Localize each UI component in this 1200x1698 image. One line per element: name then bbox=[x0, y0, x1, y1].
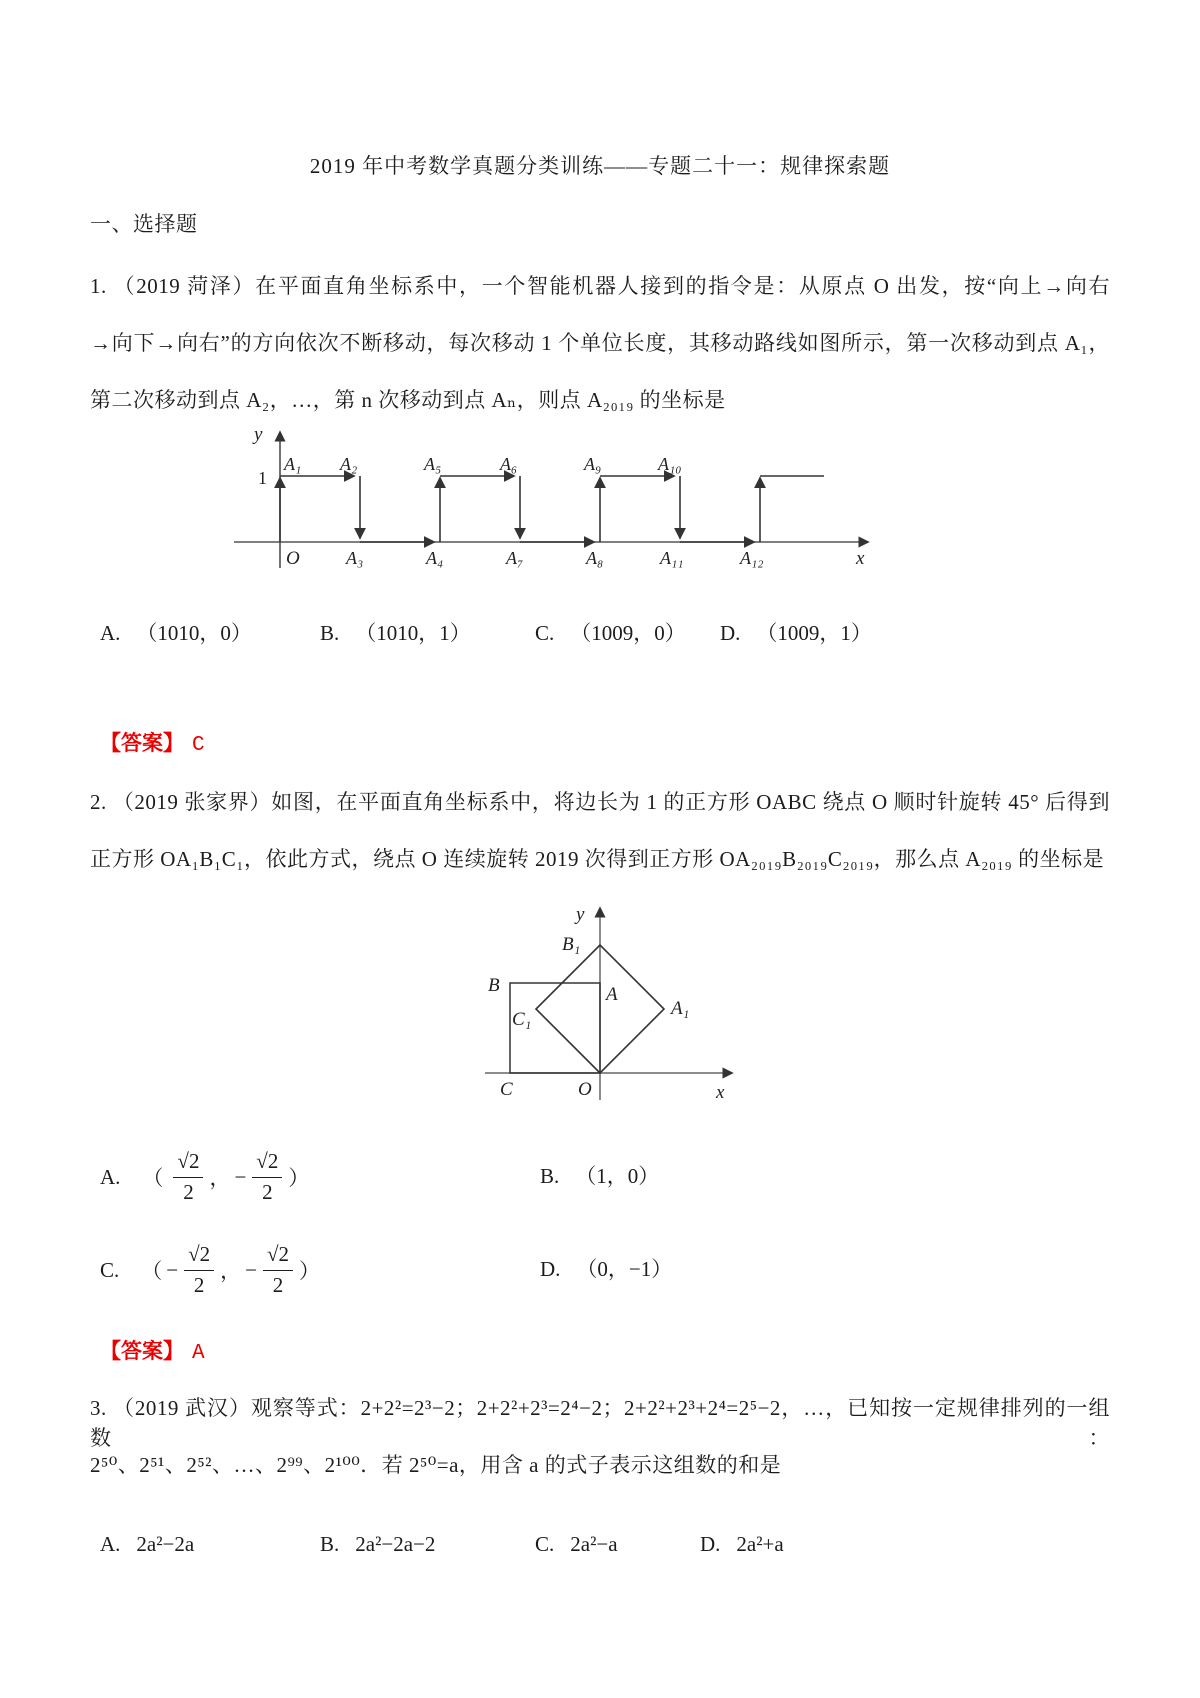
q2-option-a-x-fraction bbox=[173, 1150, 203, 1203]
q1-x-axis-label: x bbox=[856, 548, 865, 569]
q1-answer-letter: C bbox=[192, 734, 205, 757]
q3-option-d-label: D. bbox=[700, 1532, 721, 1556]
q1-option-d-value: （1009，1） bbox=[756, 621, 872, 645]
q2-point-c: C bbox=[500, 1079, 513, 1100]
q1-point-a7: A₇ bbox=[506, 548, 524, 568]
q3-option-b-label: B. bbox=[320, 1532, 340, 1556]
q2-point-b: B bbox=[488, 975, 500, 996]
q2-option-c-close-paren: ） bbox=[299, 1259, 321, 1283]
q2-option-d bbox=[540, 1253, 672, 1283]
q2-options-row-2 bbox=[0, 1225, 1200, 1320]
q1-point-a6: A₆ bbox=[500, 454, 518, 474]
q3-text-line-1: 3. （2019 武汉）观察等式：2+2²=2³−2；2+2²+2³=2⁴−2；2+2²+2³+2⁴=2⁵−2，…，已知按一定规律排列的一组数： bbox=[90, 1396, 1110, 1450]
q3-option-a-label: A. bbox=[100, 1532, 121, 1556]
q2-option-a-close-paren: ） bbox=[288, 1166, 310, 1190]
q2-option-c-label: C. bbox=[100, 1257, 120, 1282]
q1-point-a11: A₁₁ bbox=[660, 548, 684, 568]
q1-option-a-value: （1010，0） bbox=[136, 621, 252, 645]
q2-option-c-x-fraction bbox=[184, 1243, 214, 1296]
q2-option-c-y-fraction bbox=[263, 1243, 293, 1296]
q2-option-c-y-denominator: 2 bbox=[272, 1272, 284, 1297]
q1-point-a2: A₂ bbox=[340, 454, 358, 474]
q3-text-line-2: 2⁵⁰、2⁵¹、2⁵²、…、2⁹⁹、2¹⁰⁰．若 2⁵⁰=a，用含 a 的式子表示这组数的和是 bbox=[90, 1453, 782, 1477]
q1-point-a8: A₈ bbox=[586, 548, 604, 568]
q2-answer-letter: A bbox=[192, 1342, 205, 1365]
q1-origin-label: O bbox=[286, 548, 300, 569]
q2-option-a-x-numerator: √2 bbox=[173, 1150, 203, 1177]
q2-option-a-y-fraction bbox=[252, 1150, 282, 1203]
q1-point-a12: A₁₂ bbox=[740, 548, 764, 568]
q2-option-c-y-numerator: √2 bbox=[263, 1243, 293, 1270]
q2-option-b bbox=[540, 1160, 659, 1190]
q3-option-a-value: 2a²−2a bbox=[136, 1532, 195, 1556]
q2-answer-prefix: 【答案】 bbox=[100, 1339, 184, 1363]
q2-figure bbox=[450, 878, 750, 1124]
q2-text-line-2: 正方形 OA₁B₁C₁，依此方式，绕点 O 连续旋转 2019 次得到正方形 OA₂₀₁₉B₂₀₁₉C₂₀₁₉，那么点 A₂₀₁₉ 的坐标是 bbox=[90, 847, 1105, 871]
q3-option-c-label: C. bbox=[535, 1532, 555, 1556]
q1-point-a1: A₁ bbox=[284, 454, 302, 474]
q3-option-b-value: 2a²−2a−2 bbox=[355, 1532, 436, 1556]
q1-option-d bbox=[720, 617, 872, 647]
q1-options-row bbox=[0, 617, 1200, 657]
q2-figure-svg bbox=[450, 878, 750, 1118]
q2-answer bbox=[100, 1335, 205, 1365]
q2-option-a-y-sign: − bbox=[234, 1164, 247, 1189]
q2-option-a-open-paren: （ bbox=[142, 1166, 164, 1190]
q2-options-row-1 bbox=[0, 1132, 1200, 1227]
q1-point-a4: A₄ bbox=[426, 548, 444, 568]
q1-option-d-label: D. bbox=[720, 621, 741, 645]
q2-option-b-label: B. bbox=[540, 1164, 560, 1188]
q1-option-b-label: B. bbox=[320, 621, 340, 645]
q2-option-a-y-numerator: √2 bbox=[252, 1150, 282, 1177]
q1-answer bbox=[100, 727, 205, 757]
q1-figure bbox=[228, 420, 888, 604]
q2-y-axis-label: y bbox=[576, 904, 585, 925]
q3-option-d-value: 2a²+a bbox=[736, 1532, 784, 1556]
q1-unit-label: 1 bbox=[258, 468, 267, 488]
q2-point-b1: B₁ bbox=[562, 934, 581, 955]
q2-option-c-y-sign: − bbox=[245, 1257, 257, 1282]
q1-option-c bbox=[535, 617, 686, 647]
q2-option-c-open-paren: （ bbox=[141, 1259, 163, 1283]
q2-point-a1: A₁ bbox=[671, 998, 690, 1019]
q1-option-c-label: C. bbox=[535, 621, 555, 645]
q2-option-b-value: （1，0） bbox=[575, 1164, 660, 1188]
q1-point-a5: A₅ bbox=[424, 454, 442, 474]
q2-point-a: A bbox=[606, 984, 618, 1005]
q1-y-axis-label: y bbox=[254, 424, 263, 445]
q2-option-c-x-denominator: 2 bbox=[193, 1272, 205, 1297]
q1-option-a-label: A. bbox=[100, 621, 121, 645]
q1-point-a3: A₃ bbox=[346, 548, 364, 568]
q1-point-a10: A₁₀ bbox=[658, 454, 682, 474]
q2-option-c-x-sign: − bbox=[166, 1257, 179, 1282]
q2-point-c1: C₁ bbox=[512, 1009, 532, 1030]
q3-option-a bbox=[100, 1532, 194, 1557]
section-heading: 一、选择题 bbox=[90, 212, 198, 236]
q1-option-c-value: （1009，0） bbox=[570, 621, 686, 645]
q1-point-a9: A₉ bbox=[584, 454, 602, 474]
q2-option-d-value: （0，−1） bbox=[576, 1257, 673, 1281]
page-title: 2019 年中考数学真题分类训练——专题二十一：规律探索题 bbox=[309, 154, 891, 178]
q1-text-line-3: 第二次移动到点 A₂，…，第 n 次移动到点 Aₙ，则点 A₂₀₁₉ 的坐标是 bbox=[90, 388, 726, 412]
q2-option-a-y-denominator: 2 bbox=[262, 1179, 273, 1204]
q1-option-a bbox=[100, 617, 252, 647]
q2-x-axis-label: x bbox=[716, 1082, 725, 1103]
q2-option-a-x-denominator: 2 bbox=[183, 1179, 194, 1204]
q2-text-line-1: 2. （2019 张家界）如图，在平面直角坐标系中，将边长为 1 的正方形 OABC 绕点 O 顺时针旋转 45° 后得到 bbox=[90, 790, 1110, 814]
q3-option-d bbox=[700, 1532, 784, 1557]
q2-option-d-label: D. bbox=[540, 1257, 561, 1281]
q1-text-line-1: 1. （2019 菏泽）在平面直角坐标系中，一个智能机器人接到的指令是：从原点 O 出发，按“向上→向右 bbox=[90, 274, 1110, 298]
q2-option-c bbox=[100, 1225, 320, 1315]
q2-origin-label: O bbox=[578, 1079, 592, 1100]
q2-option-a bbox=[100, 1132, 309, 1222]
q3-options-row bbox=[0, 1532, 1200, 1572]
q2-option-c-x-numerator: √2 bbox=[184, 1243, 214, 1270]
q1-answer-prefix: 【答案】 bbox=[100, 731, 184, 755]
q2-option-a-comma: ， bbox=[209, 1166, 231, 1190]
q2-option-c-comma: ， bbox=[220, 1259, 242, 1283]
q1-option-b bbox=[320, 617, 471, 647]
q3-option-c-value: 2a²−a bbox=[570, 1532, 618, 1556]
q1-option-b-value: （1010，1） bbox=[355, 621, 471, 645]
q1-figure-svg bbox=[228, 420, 888, 598]
q3-option-b bbox=[320, 1532, 435, 1557]
q3-option-c bbox=[535, 1532, 618, 1557]
q1-text-line-2: →向下→向右”的方向依次不断移动，每次移动 1 个单位长度，其移动路线如图所示，第一次移动到点 A₁， bbox=[90, 331, 1110, 355]
q2-option-a-label: A. bbox=[100, 1164, 121, 1189]
